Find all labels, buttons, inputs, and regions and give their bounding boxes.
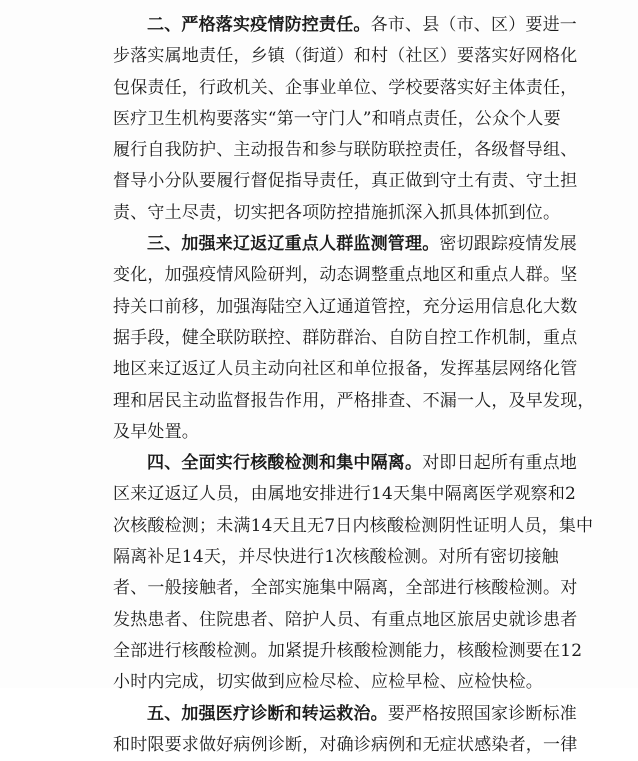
paragraph-line — [113, 10, 578, 41]
paragraph-line: 持关口前移，加强海陆空入辽通道管控，充分运用信息化大数 — [113, 296, 578, 317]
paragraph-line: 医疗卫生机构要落实“第一守门人”和哨点责任，公众个人要 — [113, 108, 561, 129]
paragraph-line — [113, 699, 578, 730]
paragraph-line: 区来辽返辽人员，由属地安排进行14天集中隔离医学观察和2 — [113, 484, 577, 505]
paragraph-line: 发热患者、住院患者、陪护人员、有重点地区旅居史就诊患者 — [113, 609, 578, 630]
paragraph-text: 密切跟踪疫情发展 — [439, 234, 578, 255]
paragraph-line: 小时内完成，切实做到应检尽检、应检早检、应检快检。 — [113, 672, 543, 693]
paragraph-line: 包保责任，行政机关、企事业单位、学校要落实好主体责任， — [113, 77, 578, 98]
section-heading: 二、严格落实疫情防控责任。 — [147, 15, 371, 35]
section-heading: 三、加强来辽返辽重点人群监测管理。 — [147, 234, 440, 255]
paragraph-line: 隔离补足14天，并尽快进行1次核酸检测。对所有密切接触 — [113, 547, 559, 568]
paragraph-line: 及早处置。 — [113, 421, 199, 442]
paragraph-line: 全部进行核酸检测。加紧提升核酸检测能力，核酸检测要在12 — [113, 640, 583, 661]
paragraph-line: 步落实属地责任，乡镇（街道）和村（社区）要落实好网格化 — [113, 46, 578, 67]
paragraph-line: 责、守土尽责，切实把各项防控措施抓深入抓具体抓到位。 — [113, 202, 561, 223]
paragraph-line: 地区来辽返辽人员主动向社区和单位报备，发挥基层网络化管 — [113, 359, 578, 380]
paragraph-line: 和时限要求做好病例诊断，对确诊病例和无症状感染者，一律 — [113, 734, 578, 755]
paragraph-line: 据手段，健全联防联控、群防群治、自防自控工作机制，重点 — [113, 327, 578, 348]
paragraph-line: 者、一般接触者，全部实施集中隔离，全部进行核酸检测。对 — [113, 578, 578, 599]
paragraph-line — [113, 448, 578, 479]
paragraph-text: 各市、县（市、区）要进一 — [370, 15, 578, 35]
paragraph-text: 要严格按照国家诊断标准 — [387, 703, 578, 724]
paragraph-line: 次核酸检测；未满14天且无7日内核酸检测阴性证明人员，集中 — [113, 515, 594, 536]
paragraph-line: 履行自我防护、主动报告和参与联防联控责任，各级督导组、 — [113, 140, 578, 161]
section-heading: 四、全面实行核酸检测和集中隔离。 — [147, 453, 423, 474]
section-heading: 五、加强医疗诊断和转运救治。 — [147, 703, 388, 724]
paragraph-line: 督导小分队要履行督促指导责任，真正做到守土有责、守土担 — [113, 171, 578, 192]
document-body — [113, 10, 595, 761]
paragraph-line: 理和居民主动监督报告作用，严格排查、不漏一人，及早发现， — [113, 390, 595, 411]
paragraph-text: 对即日起所有重点地 — [422, 453, 578, 474]
paragraph-line — [113, 229, 578, 260]
paragraph-line: 变化，加强疫情风险研判，动态调整重点地区和重点人群。坚 — [113, 265, 578, 286]
